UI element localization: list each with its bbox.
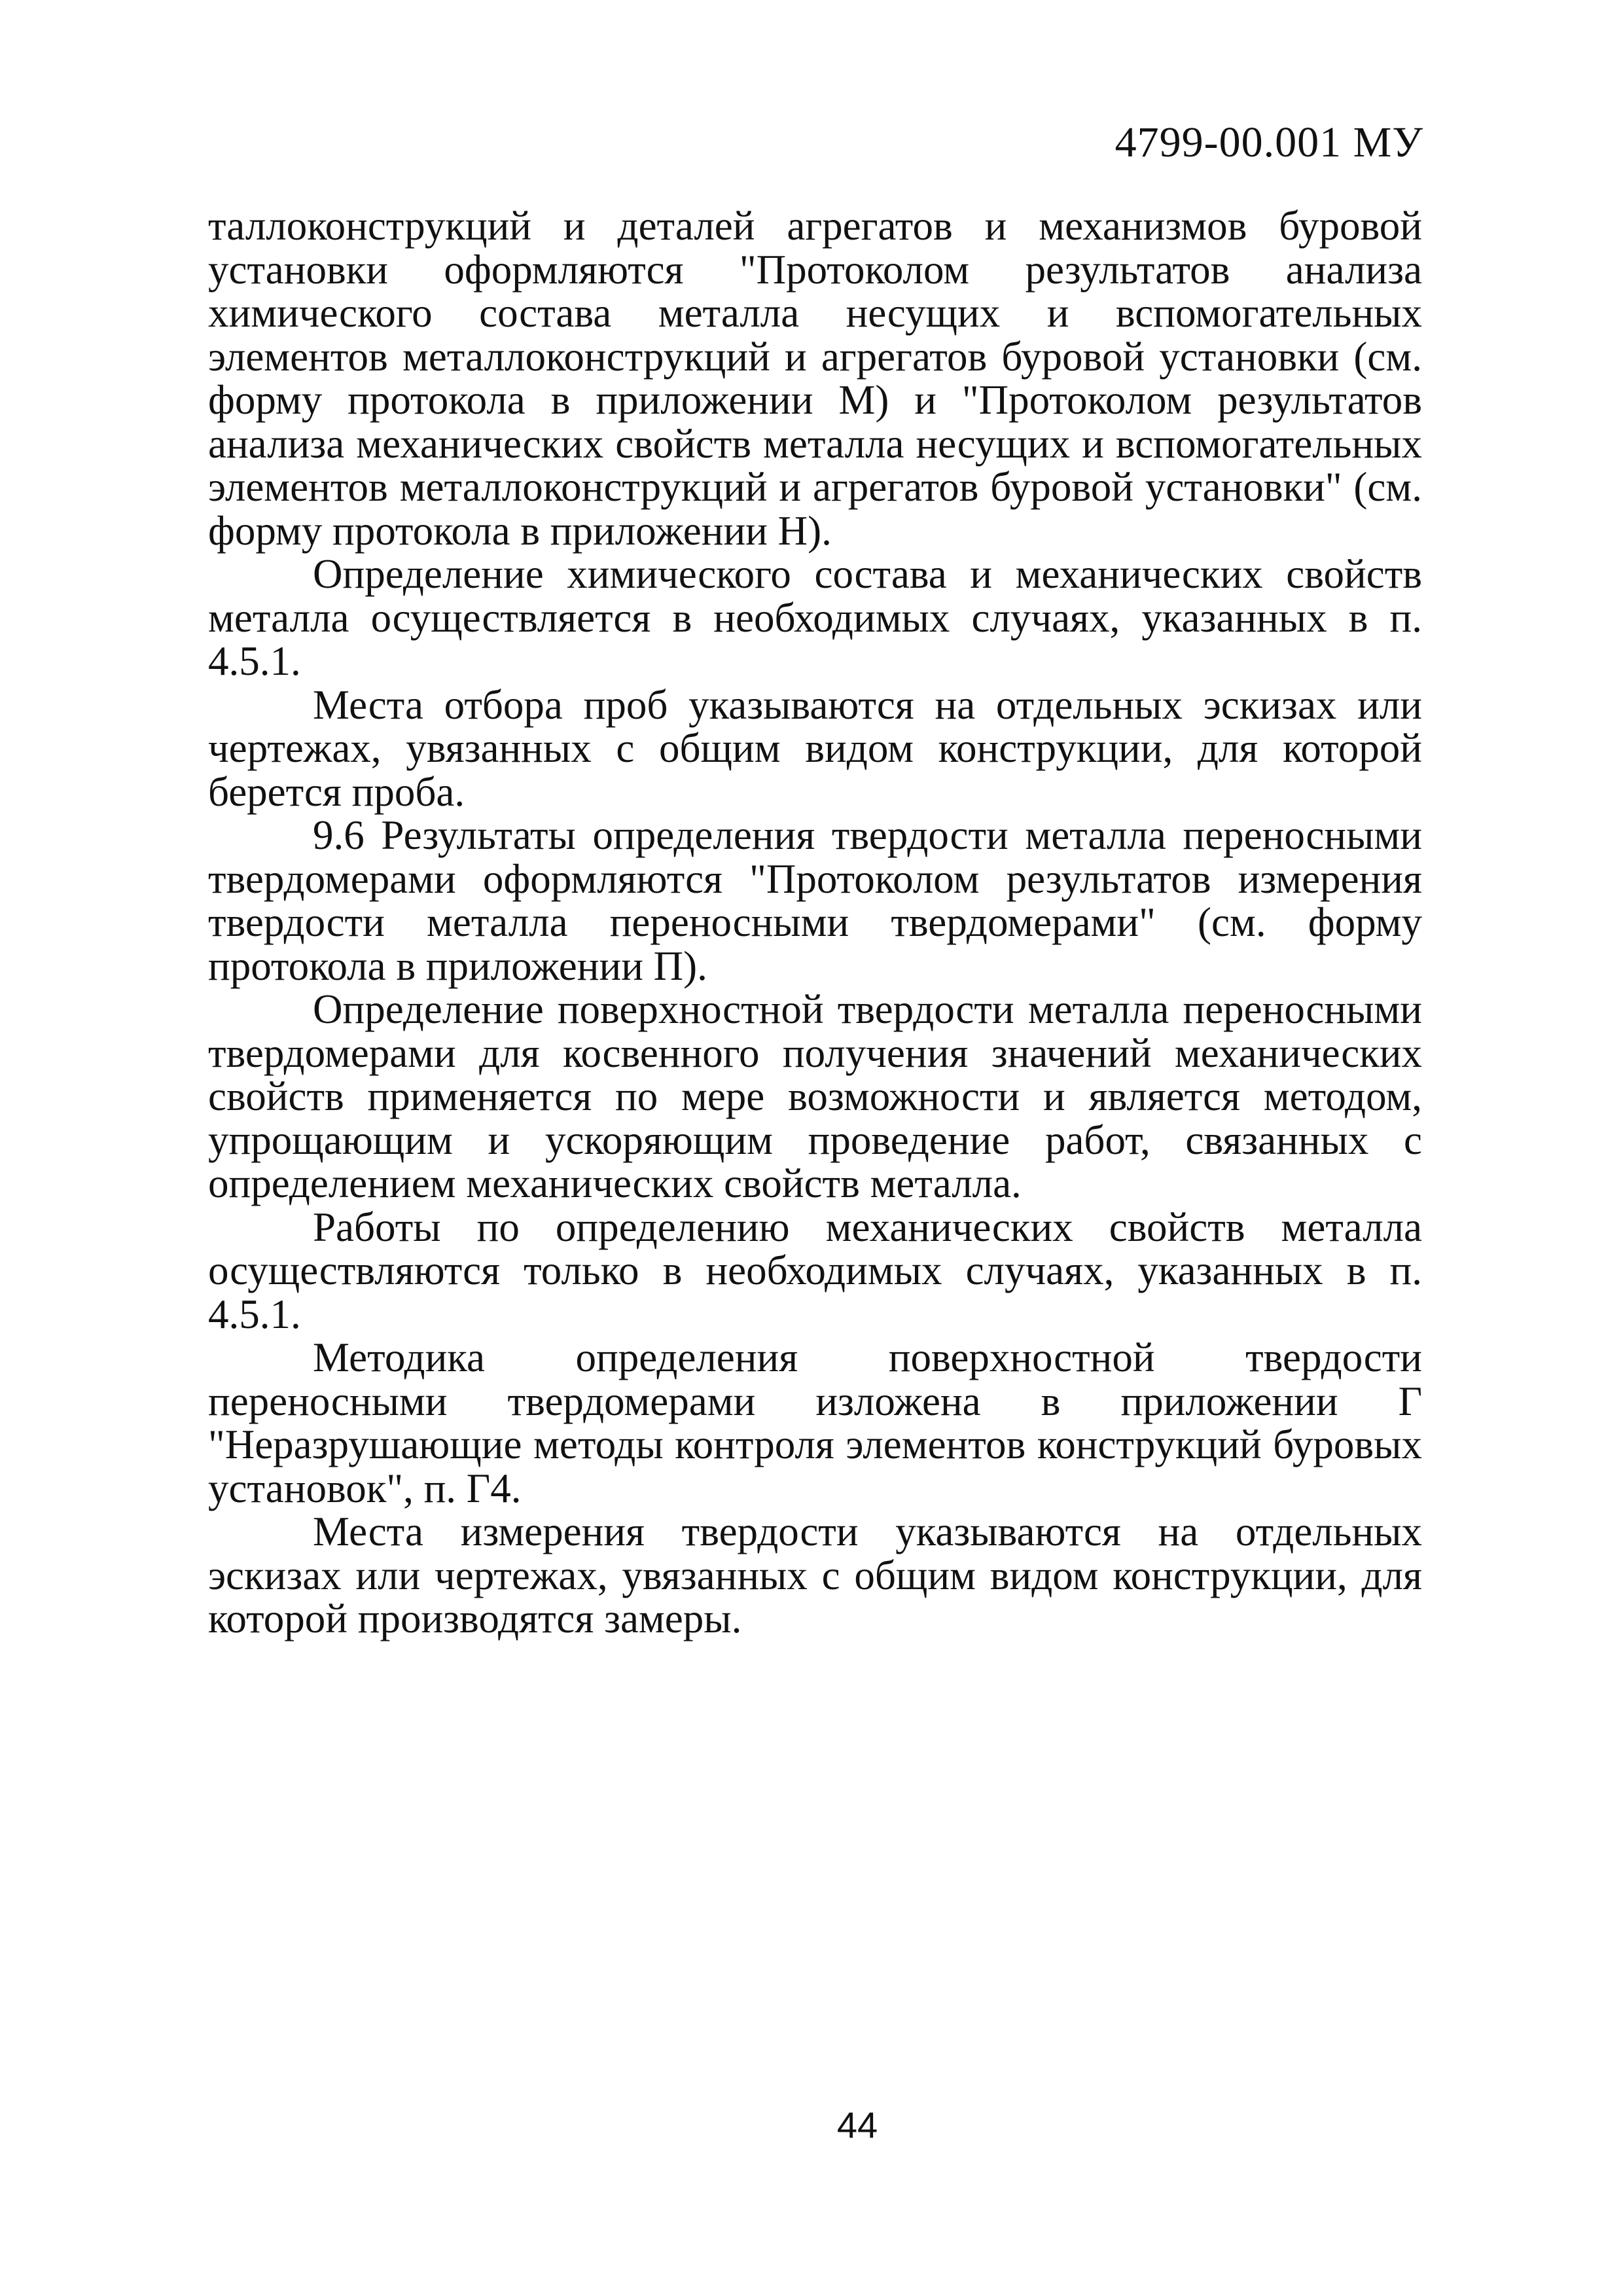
paragraph-measurement-locations: Места измерения твердости указываются на отдельных эскизах или чертежах, увязанных с общим видом конструкции, для которой производятся замеры.: [208, 1509, 1422, 1641]
document-body: [208, 204, 1422, 1641]
document-code: 4799-00.001 МУ: [1115, 118, 1423, 166]
paragraph-methodology: Методика определения поверхностной твердости переносными твердомерами изложена в приложении Г "Неразрушающие методы контроля элементов конструкций буровых установок", п. Г4.: [208, 1335, 1422, 1511]
paragraph-continuation: таллоконструкций и деталей агрегатов и механизмов буровой установки оформляются "Протоколом результатов анализа химического состава металла несущих и вспомогательных элементов металлоконструкций и агрегатов буровой установки (см. форму протокола в приложении М) и "Протоколом результатов анализа механических свойств металла несущих и вспомогательных элементов металлоконструкций и агрегатов буровой установки" (см. форму протокола в приложении Н).: [208, 203, 1422, 554]
paragraph-mechanical-properties-work: Работы по определению механических свойств металла осуществляются только в необходимых случаях, указанных в п. 4.5.1.: [208, 1204, 1422, 1337]
paragraph-section-9-6: 9.6 Результаты определения твердости металла переносными твердомерами оформляются "Протоколом результатов измерения твердости металла переносными твердомерами" (см. форму протокола в приложении П).: [208, 812, 1422, 989]
paragraph-chemical-composition: Определение химического состава и механических свойств металла осуществляется в необходимых случаях, указанных в п. 4.5.1.: [208, 551, 1422, 684]
paragraph-surface-hardness: Определение поверхностной твердости металла переносными твердомерами для косвенного получения значений механических свойств применяется по мере возможности и является методом, упрощающим и ускоряющим проведение работ, связанных с определением механических свойств металла.: [208, 986, 1422, 1206]
page-number: 44: [836, 2104, 878, 2145]
paragraph-sampling-locations: Места отбора проб указываются на отдельных эскизах или чертежах, увязанных с общим видом конструкции, для которой берется проба.: [208, 681, 1422, 815]
